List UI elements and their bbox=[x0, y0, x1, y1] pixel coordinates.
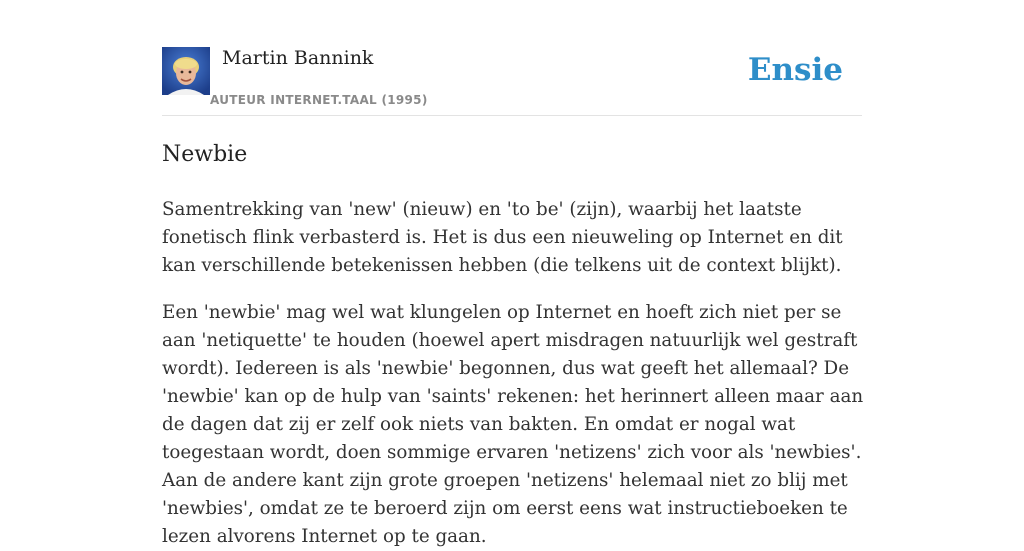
article-title: Newbie bbox=[162, 142, 248, 167]
site-logo[interactable]: Ensie bbox=[747, 52, 843, 88]
article-paragraph: Samentrekking van 'new' (nieuw) en 'to be' (zijn), waarbij het laatste fonetisch flink verbasterd is. Het is dus een nieuweling op Internet en dit kan verschillende betekenissen hebben (die telkens uit de context blijkt). bbox=[162, 199, 843, 276]
author-role: AUTEUR INTERNET.TAAL (1995) bbox=[210, 93, 428, 107]
author-avatar[interactable] bbox=[162, 47, 210, 95]
article-header bbox=[162, 0, 862, 116]
article-paragraph: Een 'newbie' mag wel wat klungelen op Internet en hoeft zich niet per se aan 'netiquette' te houden (hoewel apert misdragen natuurlijk wel gestraft wordt). Iedereen is als 'newbie' begonnen, dus wat geeft het allemaal? De 'newbie' kan op de hulp van 'saints' rekenen: het herinnert alleen maar aan de dagen dat zij er zelf ook niets van bakten. En omdat er nogal wat toegestaan wordt, doen sommige ervaren 'netizens' zich voor als 'newbies'. Aan de andere kant zijn grote groepen 'netizens' helemaal niet zo blij met 'newbies', omdat ze te beroerd zijn om eerst eens wat instructieboeken te lezen alvorens Internet op te gaan. bbox=[162, 302, 864, 547]
author-name[interactable]: Martin Bannink bbox=[222, 47, 374, 69]
article-container bbox=[162, 0, 862, 551]
